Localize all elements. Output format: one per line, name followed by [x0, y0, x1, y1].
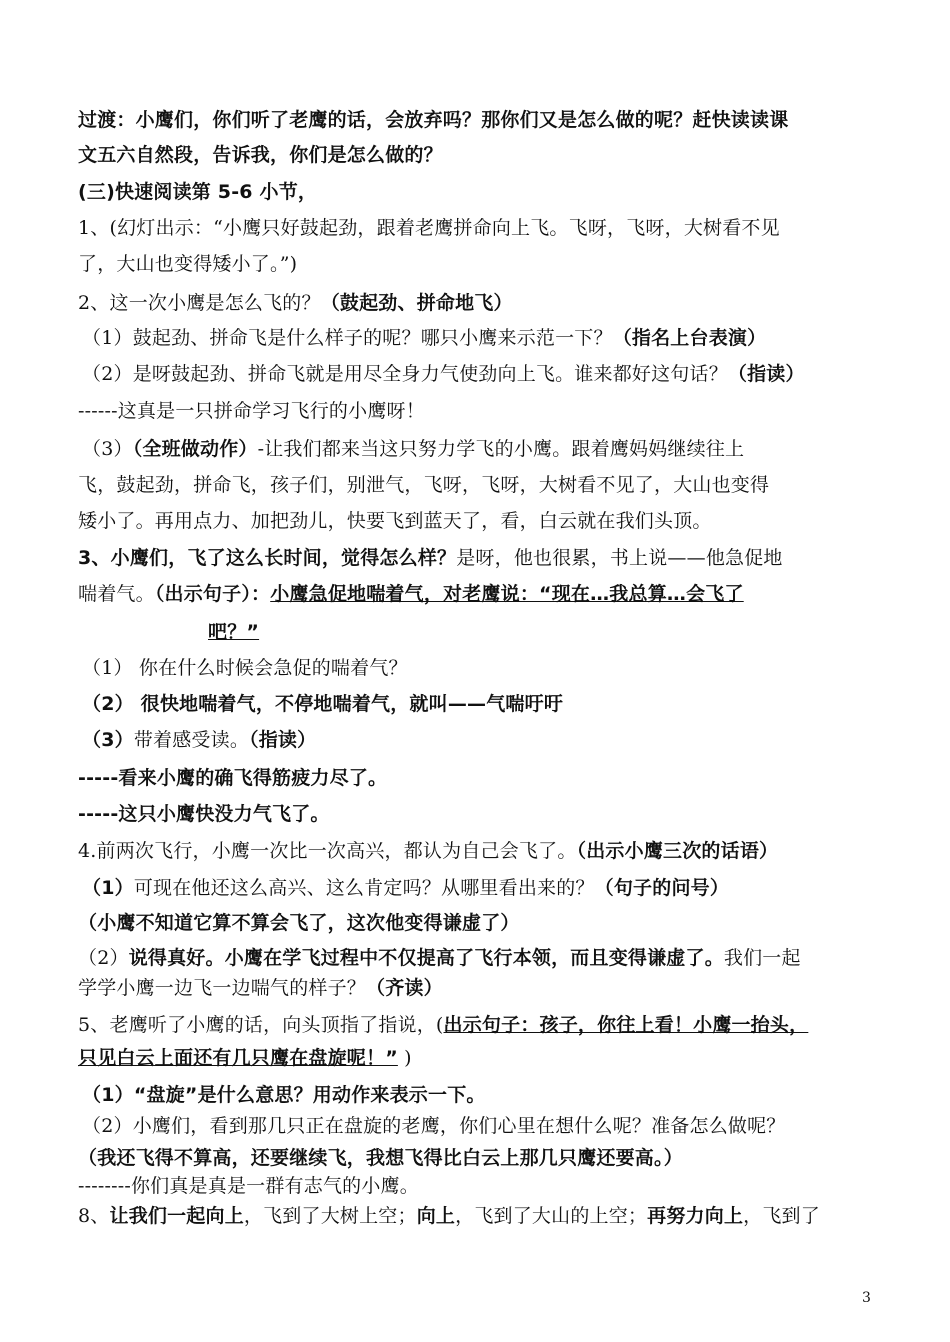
text-line	[78, 911, 878, 935]
bold-text-segment: （3）	[82, 729, 134, 751]
bold-text-segment: （2） 很快地喘着气，不停地喘着气，就叫——气喘吁吁	[82, 693, 564, 715]
bold-text-segment: （指名上台表演）	[612, 327, 767, 349]
bold-text-segment: 只见白云上面还有几只鹰在盘旋呢！”	[78, 1047, 398, 1069]
text-line	[82, 326, 882, 350]
text-line	[78, 946, 878, 970]
text-line	[78, 1146, 878, 1170]
text-line	[78, 976, 878, 1000]
bold-text-segment: （出示小鹰三次的话语）	[576, 840, 779, 862]
bold-text-segment: 再努力向上	[647, 1205, 744, 1227]
text-line	[78, 108, 878, 132]
bold-text-segment: 过渡：小鹰们，你们听了老鹰的话，会放弃吗？那你们又是怎么做的呢？赶快读读课	[78, 109, 789, 131]
text-segment: （1） 你在什么时候会急促的喘着气？	[82, 657, 408, 679]
bold-text-segment: (三)快速阅读第 5-6 小节，	[78, 181, 318, 203]
text-segment: ，飞到了大树上空；	[243, 1205, 417, 1227]
text-line	[78, 546, 878, 570]
text-segment: （2）是呀鼓起劲、拼命飞就是用尽全身力气使劲向上飞。谁来都好这句话？	[82, 363, 728, 385]
text-segment: 4.前两次飞行，小鹰一次比一次高兴，都认为自己会飞了。	[78, 840, 577, 862]
bold-text-segment: 小鹰急促地喘着气，对老鹰说：“现在…我总算…会飞了	[270, 583, 744, 605]
text-segment: 带着感受读。	[133, 729, 250, 751]
text-line	[82, 876, 882, 900]
bold-text-segment: （小鹰不知道它算不算会飞了，这次他变得谦虚了）	[78, 912, 520, 934]
bold-text-segment: -----看来小鹰的确飞得筋疲力尽了。	[78, 767, 388, 789]
bold-text-segment: （指读）	[249, 729, 317, 751]
text-line	[82, 1083, 882, 1107]
bold-text-segment: 说得真好。小鹰在学飞过程中不仅提高了飞行本领，而且变得谦虚了。	[128, 947, 724, 969]
text-line	[78, 509, 878, 533]
text-segment: ，飞到了	[743, 1205, 820, 1227]
bold-text-segment: -----这只小鹰快没力气飞了。	[78, 803, 330, 825]
bold-text-segment: （指读）	[727, 363, 805, 385]
text-segment: ------这真是一只拼命学习飞行的小鹰呀！	[78, 400, 425, 422]
bold-text-segment: 出示句子：孩子，你往上看！小鹰一抬头，	[443, 1014, 809, 1036]
text-segment: )	[397, 1047, 412, 1069]
text-segment: 1、(幻灯出示：“小鹰只好鼓起劲，跟着老鹰拼命向上飞。飞呀，飞呀，大树看不见	[78, 217, 780, 239]
text-line	[78, 399, 878, 423]
text-line	[78, 473, 878, 497]
text-line	[78, 839, 878, 863]
text-segment: -让我们都来当这只努力学飞的小鹰。跟着鹰妈妈继续往上	[257, 438, 745, 460]
text-line	[78, 291, 878, 315]
bold-text-segment: （齐读）	[366, 977, 443, 999]
text-line	[208, 620, 950, 644]
bold-text-segment: 让我们一起向上	[109, 1205, 244, 1227]
bold-text-segment: 向上	[416, 1205, 456, 1227]
bold-text-segment: （我还飞得不算高，还要继续飞，我想飞得比白云上那几只鹰还要高。）	[78, 1147, 683, 1169]
bold-text-segment: （1）	[82, 877, 134, 899]
bold-text-segment: （句子的问号）	[594, 877, 730, 899]
text-segment: 5、老鹰听了小鹰的话，向头顶指了指说，(	[78, 1014, 444, 1036]
text-segment: （2）	[78, 947, 129, 969]
text-segment: 2、这一次小鹰是怎么飞的？	[78, 292, 321, 314]
bold-text-segment: 文五六自然段，告诉我，你们是怎么做的？	[78, 144, 443, 166]
text-line	[82, 362, 882, 386]
text-segment: 可现在他还这么高兴、这么肯定吗？从哪里看出来的？	[133, 877, 595, 899]
text-line	[82, 692, 882, 716]
text-segment: --------你们真是真是一群有志气的小鹰。	[78, 1175, 419, 1197]
text-line	[78, 1174, 878, 1198]
text-line	[78, 802, 878, 826]
text-segment: 我们一起	[723, 947, 801, 969]
text-segment: （2）小鹰们，看到那几只正在盘旋的老鹰，你们心里在想什么呢？准备怎么做呢？	[82, 1115, 786, 1137]
text-line	[82, 656, 882, 680]
text-line	[82, 437, 882, 461]
text-segment: 飞，鼓起劲，拼命飞，孩子们，别泄气，飞呀，飞呀，大树看不见了，大山也变得	[78, 474, 770, 496]
text-line	[78, 766, 878, 790]
text-segment: 是呀，他也很累，书上说——他急促地	[456, 547, 783, 569]
text-line	[78, 1013, 878, 1037]
text-segment: 学学小鹰一边飞一边喘气的样子？	[78, 977, 367, 999]
text-segment: （3）	[82, 438, 133, 460]
text-line	[78, 252, 878, 276]
text-line	[78, 143, 878, 167]
text-segment: 矮小了。再用点力、加把劲儿，快要飞到蓝天了，看，白云就在我们头顶。	[78, 510, 712, 532]
text-segment: （1）鼓起劲、拼命飞是什么样子的呢？哪只小鹰来示范一下？	[82, 327, 613, 349]
bold-text-segment: （1）“盘旋”是什么意思？用动作来表示一下。	[82, 1084, 486, 1106]
text-line	[78, 582, 878, 606]
page-number: 3	[862, 1290, 871, 1306]
text-line	[78, 216, 878, 240]
bold-text-segment: （鼓起劲、拼命地飞）	[320, 292, 513, 314]
text-line	[82, 728, 882, 752]
text-line	[82, 1114, 882, 1138]
text-line	[78, 1046, 878, 1070]
text-segment: 喘着气。	[78, 583, 155, 605]
bold-text-segment: （出示句子）：	[154, 583, 271, 605]
bold-text-segment: 吧？”	[208, 621, 260, 643]
bold-text-segment: （全班做动作）	[132, 438, 258, 460]
text-line	[78, 180, 878, 204]
bold-text-segment: 3、小鹰们，飞了这么长时间，觉得怎么样？	[78, 547, 457, 569]
text-segment: 了，大山也变得矮小了。”)	[78, 253, 298, 275]
text-segment: ，飞到了大山的上空；	[455, 1205, 648, 1227]
text-segment: 8、	[78, 1205, 110, 1227]
text-line	[78, 1204, 878, 1228]
